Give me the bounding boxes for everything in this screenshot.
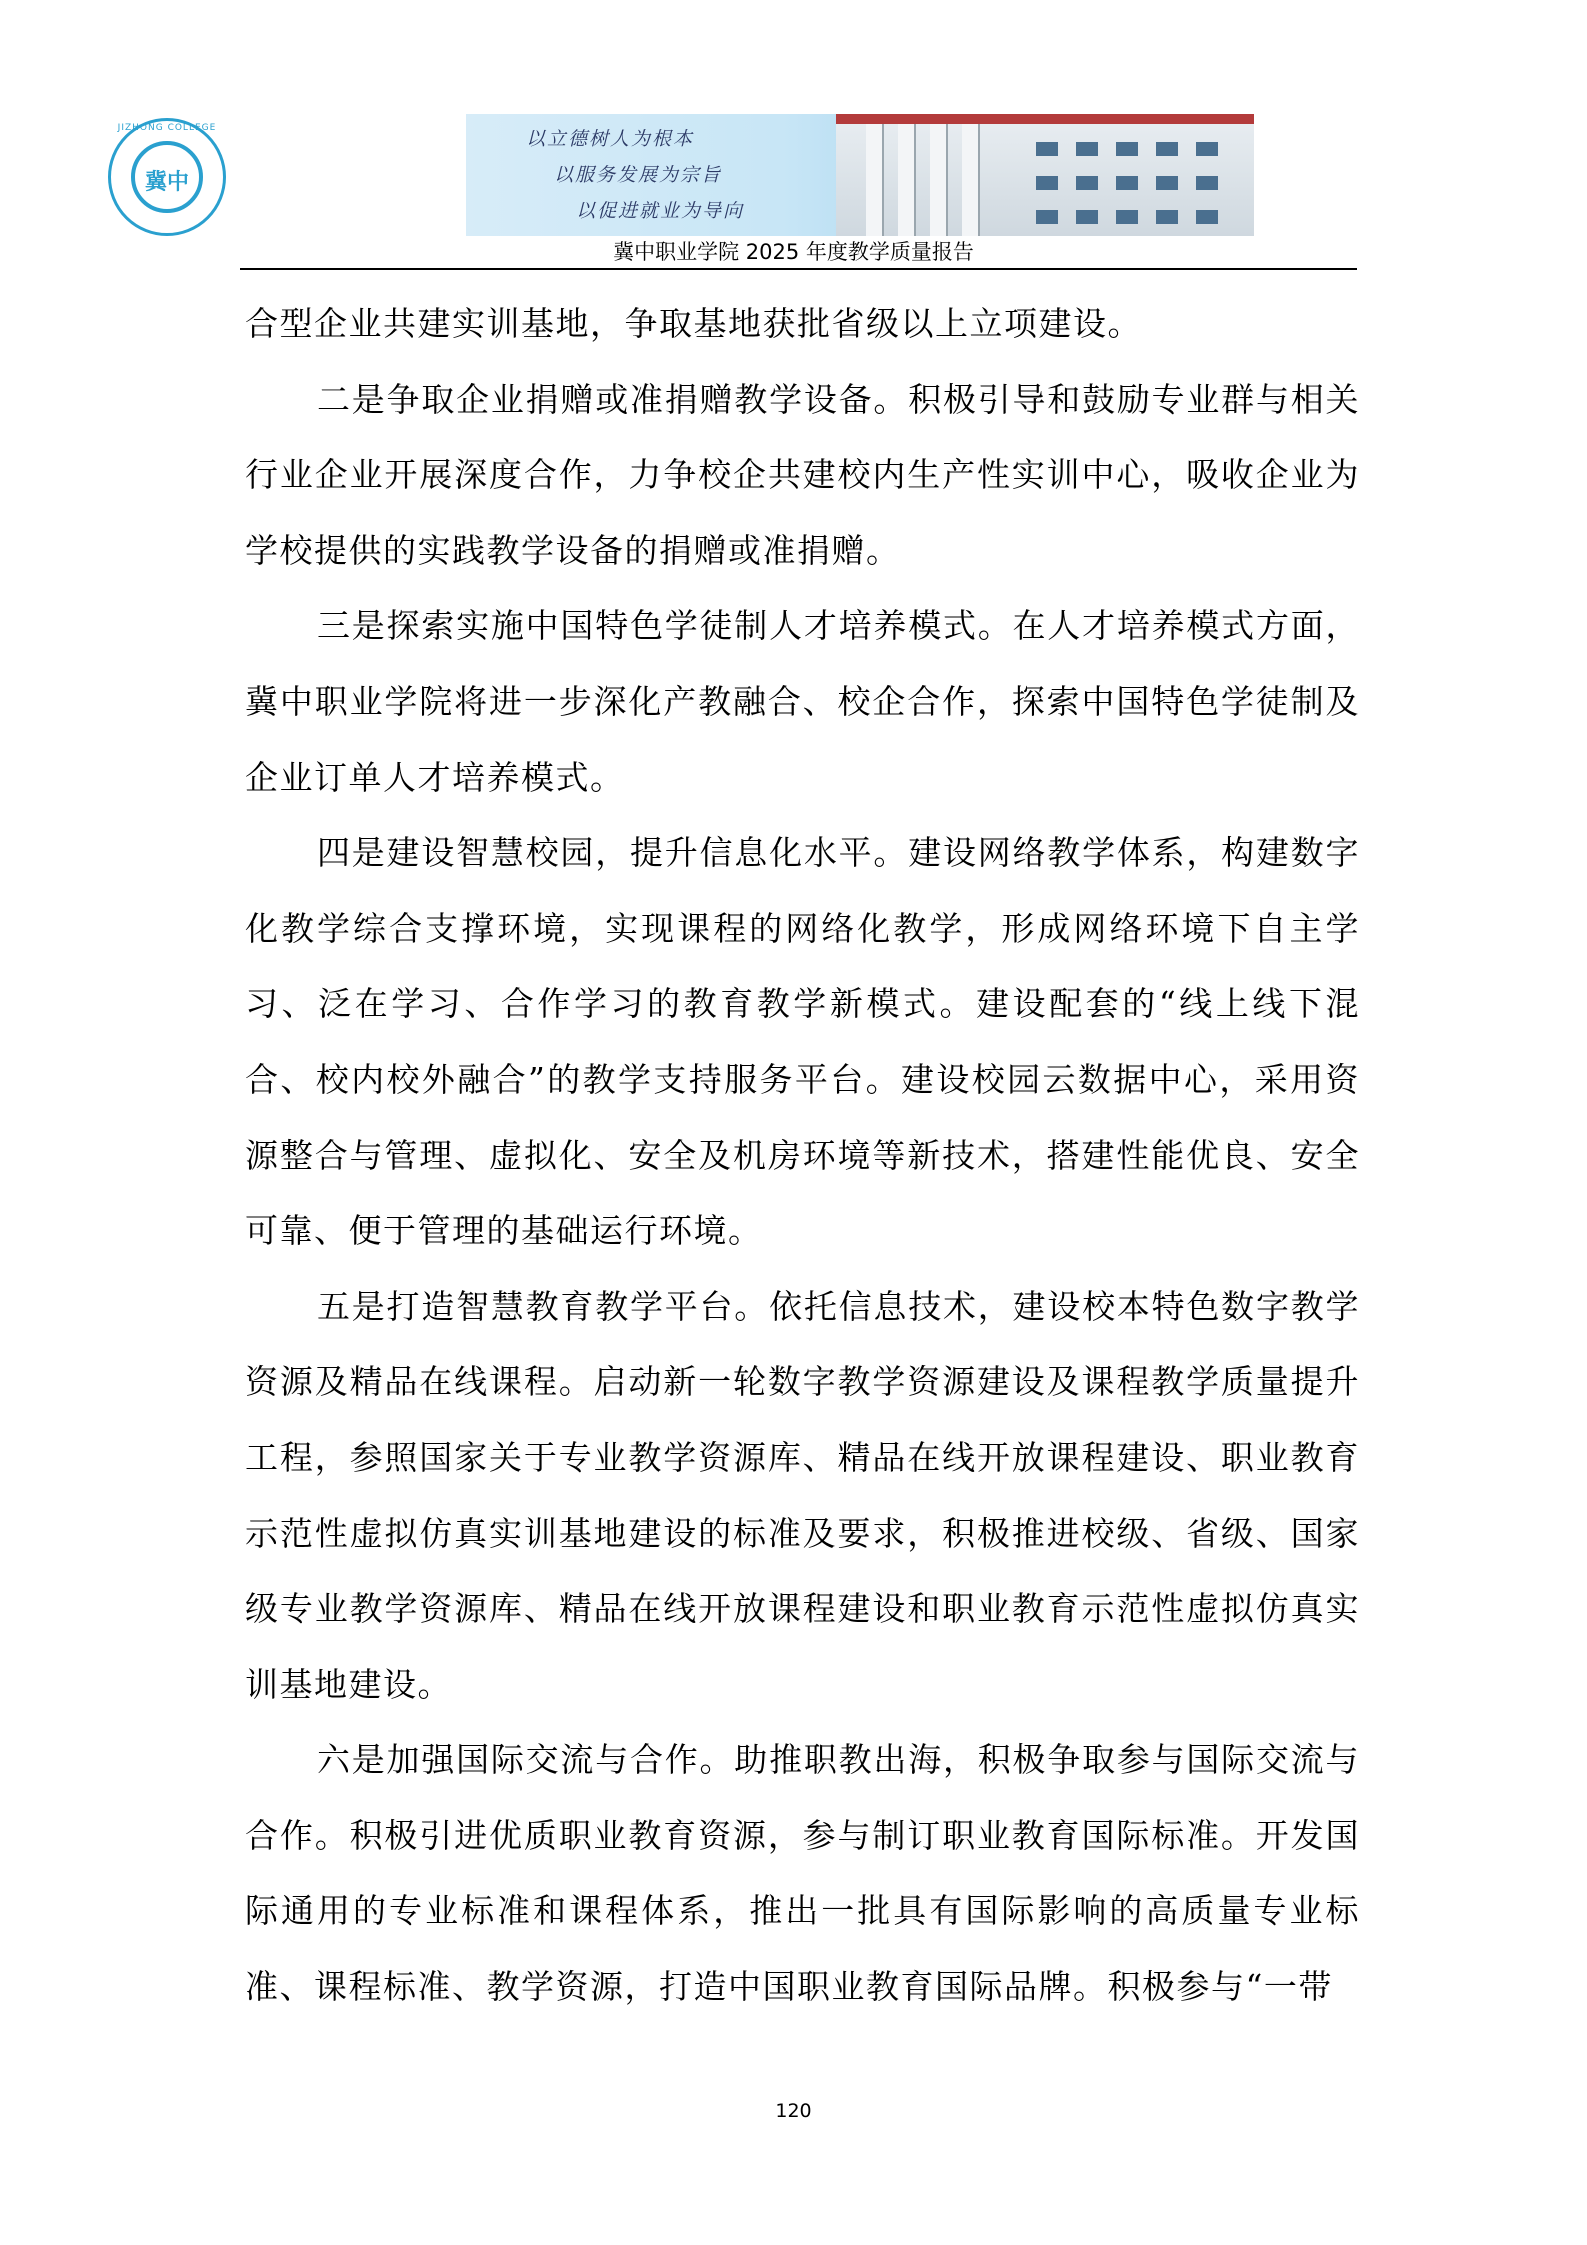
campus-building-image [836, 114, 1254, 236]
banner-slogans [466, 114, 846, 236]
paragraph: 二是争取企业捐赠或准捐赠教学设备。积极引导和鼓励专业群与相关行业企业开展深度合作，力争校企共建校内生产性实训中心，吸收企业为学校提供的实践教学设备的捐赠或准捐赠。 [245, 379, 1360, 570]
logo-emblem-text: 冀中 [144, 170, 189, 195]
logo-ring-text: JIZHONG COLLEGE [117, 123, 217, 133]
paragraph: 六是加强国际交流与合作。助推职教出海，积极争取参与国际交流与合作。积极引进优质职业教育资源，参与制订职业教育国际标准。开发国际通用的专业标准和课程体系，推出一批具有国际影响的高质量专业标准、课程标准、教学资源，打造中国职业教育国际品牌。积极参与“一带 [245, 1740, 1360, 2007]
header-banner [466, 114, 1254, 236]
report-title: 冀中职业学院 2025 年度教学质量报告 [613, 240, 974, 264]
paragraph: 五是打造智慧教育教学平台。依托信息技术，建设校本特色数字教学资源及精品在线课程。启动新一轮数字教学资源建设及课程教学质量提升工程，参照国家关于专业教学资源库、精品在线开放课程建设、职业教育示范性虚拟仿真实训基地建设的标准及要求，积极推进校级、省级、国家级专业教学资源库、精品在线开放课程建设和职业教育示范性虚拟仿真实训基地建设。 [245, 1286, 1360, 1704]
paragraph: 合型企业共建实训基地，争取基地获批省级以上立项建设。 [245, 304, 1142, 343]
banner-slogan: 以立德树人为根本 [526, 128, 695, 150]
paragraph: 三是探索实施中国特色学徒制人才培养模式。在人才培养模式方面，冀中职业学院将进一步深化产教融合、校企合作，探索中国特色学徒制及企业订单人才培养模式。 [245, 606, 1360, 797]
header-divider [240, 268, 1357, 270]
banner-slogan: 以服务发展为宗旨 [554, 164, 723, 186]
body-text [245, 286, 1360, 2025]
paragraph: 四是建设智慧校园，提升信息化水平。建设网络教学体系，构建数字化教学综合支撑环境，实现课程的网络化教学，形成网络环境下自主学习、泛在学习、合作学习的教育教学新模式。建设配套的“线上线下混合、校内校外融合”的教学支持服务平台。建设校园云数据中心，采用资源整合与管理、虚拟化、安全及机房环境等新技术，搭建性能优良、安全可靠、便于管理的基础运行环境。 [245, 833, 1360, 1251]
page-number: 120 [775, 2100, 812, 2122]
banner-slogan: 以促进就业为导向 [576, 200, 745, 222]
college-logo [108, 118, 226, 236]
